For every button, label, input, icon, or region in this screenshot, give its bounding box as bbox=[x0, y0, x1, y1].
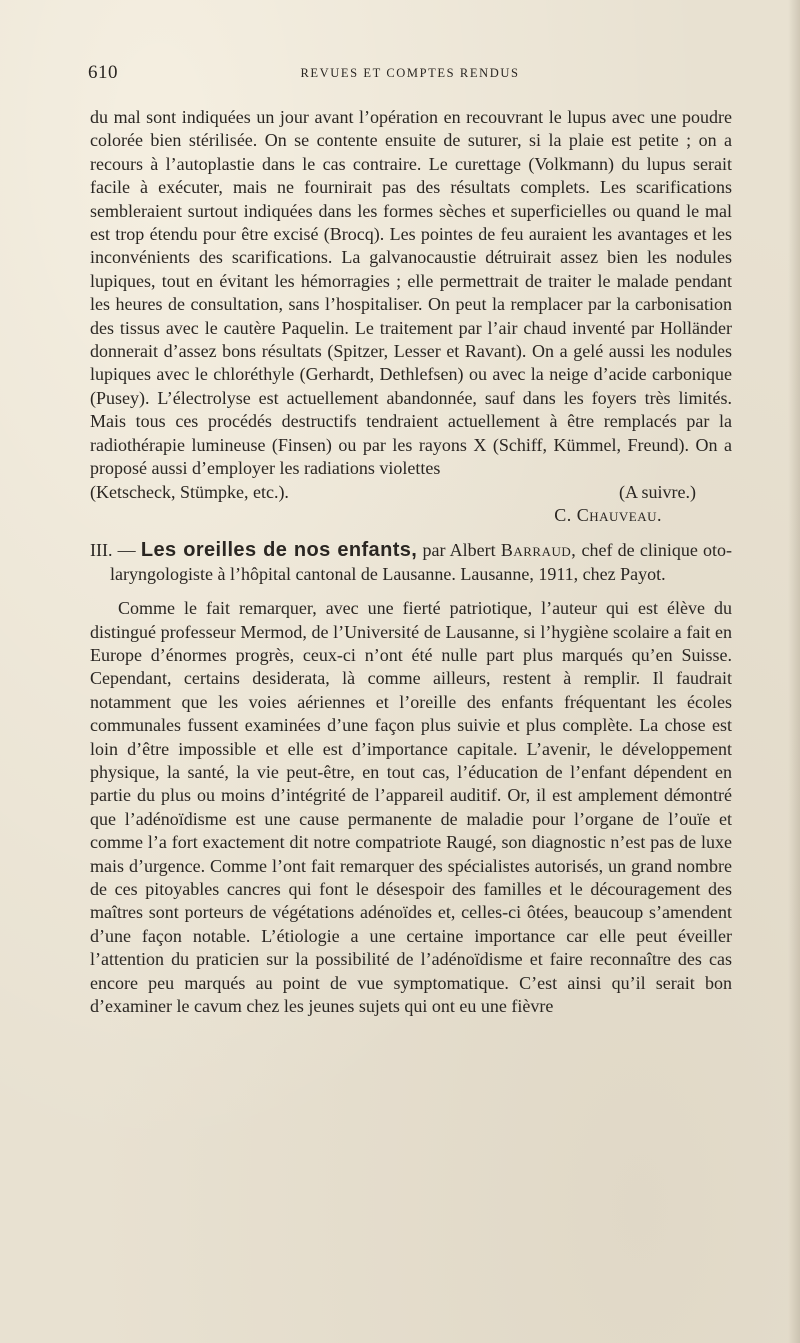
reviewer-signature bbox=[90, 504, 732, 527]
entry-details: chef de clinique oto-laryngologiste à l’hôpital cantonal de Lausanne. Lausanne, 1911, chez Payot. bbox=[110, 540, 733, 584]
reviewer-name: Chauveau. bbox=[576, 504, 662, 525]
previous-review-closing-line bbox=[90, 481, 732, 504]
page-number: 610 bbox=[88, 62, 118, 83]
review-paragraph: Comme le fait remarquer, avec une fierté patriotique, l’auteur qui est élève du distingué professeur Mermod, de l’Université de Lausanne, si l’hygiène scolaire a fait en Europe d’énormes progrès, ceux-ci n’ont été nulle part plus marqués qu’en Suisse. Cependant, certains desiderata, là comme ailleurs, restent à remplir. Il faudrait notamment que les voies aériennes et l’oreille des enfants fréquentant les écoles communales fussent examinées d’une façon plus suivie et plus complète. La chose est loin d’être impossible et elle est d’importance capitale. L’avenir, le développement physique, la santé, la vie peut-être, en tout cas, l’éducation de l’enfant dépendent en partie du plus ou moins d’intégrité de l’appareil auditif. Or, il est amplement démontré que l’adénoïdisme est une cause permanente de maladie pour l’organe de l’ouïe et comme l’a fort exactement dit notre compatriote Raugé, son diagnostic n’est pas de luxe mais d’urgence. Comme l’ont fait remarquer des spécialistes autorisés, un grand nombre de ces pitoyables cancres qui font le désespoir des familles et le découragement des maîtres sont porteurs de végétations adénoïdes et, celles-ci ôtées, beaucoup s’amendent d’une façon notable. L’étiologie a une certaine importance car elle peut éveiller l’attention du praticien sur la possibilité de l’adénoïdisme et faire reconnaître des cas encore peu marqués au point de vue symptomatique. C’est ainsi qu’il serait bon d’examiner le cavum chez les jeunes sujets qui ont eu une fièvre bbox=[90, 598, 732, 1017]
entry-author: Barraud, bbox=[500, 540, 577, 561]
entry-by: par Albert bbox=[422, 540, 496, 561]
running-head: REVUES ET COMPTES RENDUS bbox=[300, 66, 520, 80]
page-header bbox=[88, 62, 732, 88]
entry-title: Les oreilles de nos enfants, bbox=[140, 539, 418, 562]
review-entry-heading bbox=[90, 539, 732, 586]
page-edge-shadow bbox=[788, 0, 800, 1343]
previous-review-last-line: (Ketscheck, Stümpke, etc.). bbox=[90, 481, 289, 502]
entry-number: III. — bbox=[90, 540, 136, 561]
reviewer-initial: C. bbox=[554, 504, 572, 525]
to-be-continued-note: (A suivre.) bbox=[619, 481, 696, 502]
page-body bbox=[90, 106, 732, 1018]
previous-review-paragraph: du mal sont indiquées un jour avant l’opération en recouvrant le lupus avec une poudre colorée bien stérilisée. On se contente ensuite de suturer, si la plaie est petite ; on a recours à l’autoplastie dans le cas contraire. Le curettage (Volkmann) du lupus serait facile à exécuter, mais ne fournirait pas des résultats complets. Les scarifications sembleraient surtout indiquées dans les formes sèches et superficielles ou quand le mal est trop étendu pour être excisé (Brocq). Les pointes de feu auraient les avantages et les inconvénients des scarifications. La galvanocaustie détruirait assez bien les nodules lupiques, tout en évitant les hémorragies ; elle permettrait de traiter le malade pendant les heures de consultation, sans l’hospitaliser. On peut la remplacer par la carbonisation des tissus avec le cautère Paquelin. Le traitement par l’air chaud inventé par Holländer donnerait d’assez bons résultats (Spitzer, Lesser et Ravant). On a gelé aussi les nodules lupiques avec le chloréthyle (Gerhardt, Dethlefsen) ou avec la neige d’acide carbonique (Pusey). L’électrolyse est actuellement abandonnée, sauf dans les foyers très limités. Mais tous ces procédés destructifs tendraient actuellement à être remplacés par la radiothérapie lumineuse (Finsen) ou par les rayons X (Schiff, Kümmel, Freund). On a proposé aussi d’employer les radiations violettes bbox=[90, 107, 732, 479]
